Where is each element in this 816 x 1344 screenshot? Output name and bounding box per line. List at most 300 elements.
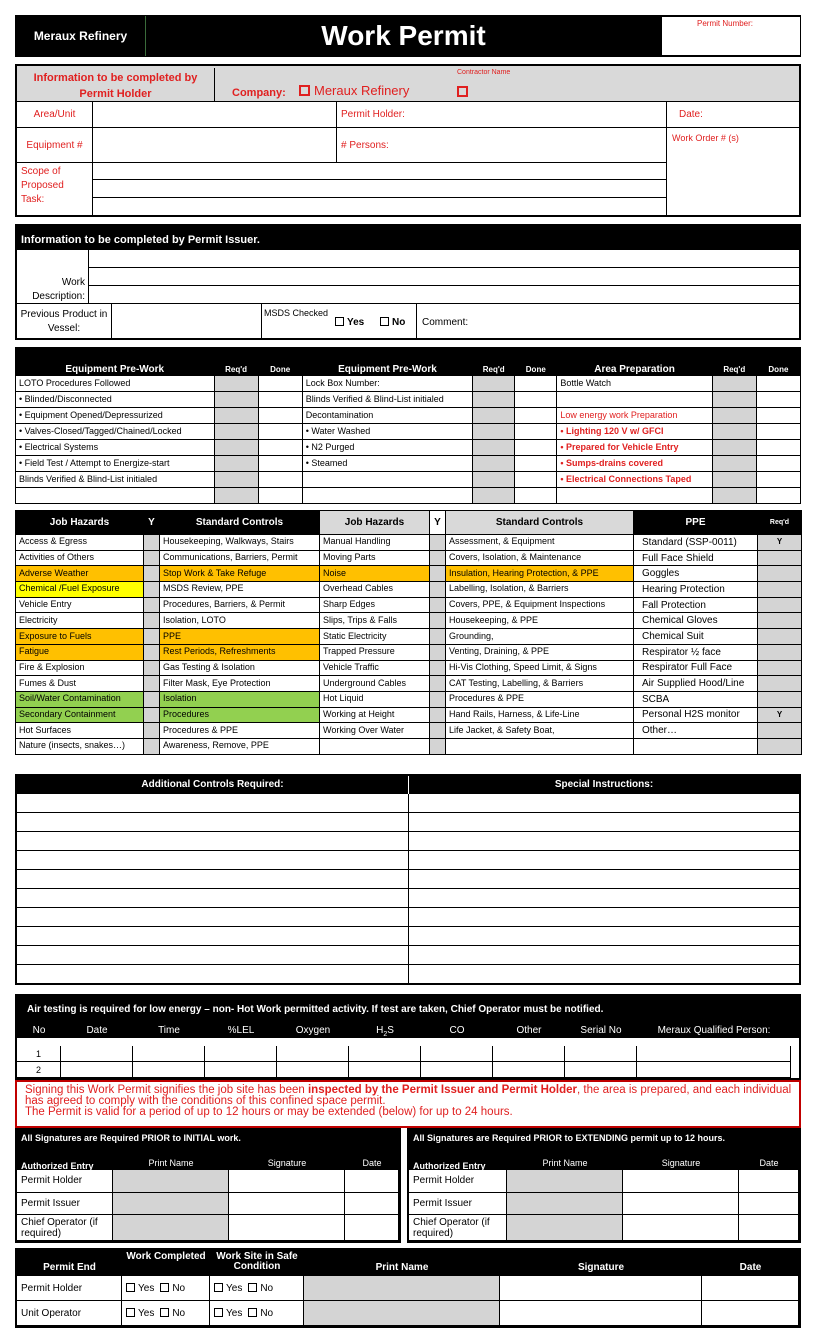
prework-item: Blinds Verified & Blind-List initialed bbox=[16, 472, 215, 488]
control-label: Procedures & PPE bbox=[160, 723, 320, 739]
control-label: Procedures, Barriers, & Permit bbox=[160, 597, 320, 613]
additional-controls-line[interactable] bbox=[17, 965, 409, 984]
signature-title: All Signatures are Required PRIOR to EXTENDING permit up to 12 hours. bbox=[409, 1130, 799, 1148]
additional-controls-line[interactable] bbox=[17, 794, 409, 813]
hazard-y-checkbox[interactable] bbox=[144, 738, 160, 754]
scope-line[interactable] bbox=[93, 180, 667, 198]
hazard-y-checkbox[interactable] bbox=[144, 723, 160, 739]
company-option[interactable]: Meraux Refinery bbox=[299, 83, 409, 98]
additional-controls-title: Additional Controls Required: bbox=[17, 776, 409, 794]
air-cell[interactable] bbox=[133, 1046, 205, 1062]
ppe-reqd-checkbox[interactable] bbox=[758, 582, 802, 598]
air-cell[interactable] bbox=[637, 1062, 791, 1078]
prework-col2-title: Equipment Pre-Work bbox=[302, 348, 472, 376]
date-field[interactable] bbox=[345, 1170, 399, 1193]
signature-field[interactable] bbox=[623, 1193, 739, 1215]
print-name-field[interactable] bbox=[304, 1276, 500, 1301]
air-testing-heading: Air testing is required for low energy – non- Hot Work permitted activity. If test are taken, Chief Operator must be notified. bbox=[27, 1004, 604, 1015]
air-cell[interactable] bbox=[349, 1062, 421, 1078]
permit-end-col-header: Signature bbox=[500, 1250, 702, 1276]
signature-row-label: Chief Operator (if required) bbox=[409, 1215, 507, 1241]
reqd-checkbox[interactable] bbox=[214, 488, 258, 504]
permit-number-label: Permit Number: bbox=[697, 19, 754, 28]
signature-col-header: Signature bbox=[623, 1148, 739, 1170]
date-field[interactable] bbox=[702, 1301, 799, 1326]
hazard-y-checkbox[interactable] bbox=[430, 691, 446, 707]
permit-end-row-label: Permit Holder bbox=[17, 1276, 122, 1301]
work-description-line[interactable] bbox=[89, 286, 799, 304]
issuer-section bbox=[15, 224, 801, 340]
air-col-header: Other bbox=[516, 1025, 542, 1036]
hazard-label: Fumes & Dust bbox=[16, 676, 144, 692]
done-header: Done bbox=[756, 348, 800, 376]
reqd-header: Req'd bbox=[712, 348, 756, 376]
print-name-field[interactable] bbox=[113, 1193, 229, 1215]
control-label bbox=[446, 738, 634, 754]
print-name-field[interactable] bbox=[304, 1301, 500, 1326]
air-col-header: Meraux Qualified Person: bbox=[657, 1025, 771, 1036]
done-checkbox[interactable] bbox=[258, 376, 302, 392]
air-col-header: %LEL bbox=[227, 1025, 255, 1036]
additional-controls-line[interactable] bbox=[17, 927, 409, 946]
date-field[interactable] bbox=[345, 1193, 399, 1215]
hazard-y-checkbox[interactable] bbox=[144, 660, 160, 676]
permit-holder-field[interactable]: Permit Holder: bbox=[337, 102, 667, 128]
contractor-name-label: Contractor Name bbox=[457, 69, 511, 76]
ppe-reqd-checkbox[interactable] bbox=[758, 660, 802, 676]
signature-title: All Signatures are Required PRIOR to INITIAL work. bbox=[17, 1130, 399, 1148]
done-checkbox[interactable] bbox=[258, 488, 302, 504]
header-bar bbox=[15, 15, 801, 57]
prework-item: • Electrical Connections Taped bbox=[557, 472, 712, 488]
work-description-line[interactable] bbox=[89, 268, 799, 286]
hazard-y-checkbox[interactable] bbox=[430, 660, 446, 676]
yes-checkbox[interactable]: Yes bbox=[126, 1308, 154, 1319]
prework-item: LOTO Procedures Followed bbox=[16, 376, 215, 392]
additional-controls-line[interactable] bbox=[17, 813, 409, 832]
hazard-y-checkbox[interactable] bbox=[144, 644, 160, 660]
signature-row-label: Permit Issuer bbox=[17, 1193, 113, 1215]
header-company: Meraux Refinery bbox=[16, 16, 146, 56]
done-checkbox[interactable] bbox=[515, 456, 557, 472]
prework-item bbox=[302, 472, 472, 488]
prework-item: • Electrical Systems bbox=[16, 440, 215, 456]
ppe-reqd-checkbox[interactable] bbox=[758, 613, 802, 629]
print-name-field[interactable] bbox=[507, 1170, 623, 1193]
air-cell[interactable] bbox=[493, 1062, 565, 1078]
reqd-checkbox[interactable] bbox=[214, 376, 258, 392]
ppe-item: Standard (SSP-0011) bbox=[634, 535, 758, 551]
done-checkbox[interactable] bbox=[756, 456, 800, 472]
air-cell[interactable] bbox=[565, 1062, 637, 1078]
checkbox-icon[interactable] bbox=[248, 1308, 257, 1317]
no-checkbox[interactable]: No bbox=[248, 1308, 273, 1319]
equipment-label: Equipment # bbox=[17, 128, 93, 163]
ppe-reqd-checkbox[interactable] bbox=[758, 676, 802, 692]
prework-item: Decontamination bbox=[302, 408, 472, 424]
hazard-label: Soil/Water Contamination bbox=[16, 691, 144, 707]
special-instructions-line[interactable] bbox=[409, 870, 799, 889]
done-checkbox[interactable] bbox=[258, 424, 302, 440]
air-cell[interactable] bbox=[277, 1046, 349, 1062]
hazard-y-checkbox[interactable] bbox=[144, 613, 160, 629]
previous-product-label: Previous Product in Vessel: bbox=[17, 304, 112, 338]
hazard-y-checkbox[interactable] bbox=[430, 676, 446, 692]
reqd-checkbox[interactable] bbox=[712, 408, 756, 424]
contractor-option[interactable] bbox=[457, 83, 472, 101]
reqd-checkbox[interactable] bbox=[214, 440, 258, 456]
control-label: Assessment, & Equipment bbox=[446, 535, 634, 551]
reqd-checkbox[interactable] bbox=[712, 424, 756, 440]
done-header: Done bbox=[258, 348, 302, 376]
signature-col-header: Authorized Entry bbox=[409, 1148, 507, 1170]
hazard-y-checkbox[interactable] bbox=[430, 738, 446, 754]
checkbox-icon[interactable] bbox=[214, 1308, 223, 1317]
work-order-field[interactable]: Work Order # (s) bbox=[672, 133, 739, 143]
prework-item: • Field Test / Attempt to Energize-start bbox=[16, 456, 215, 472]
ppe-reqd-checkbox[interactable] bbox=[758, 550, 802, 566]
prework-item: • Prepared for Vehicle Entry bbox=[557, 440, 712, 456]
done-checkbox[interactable] bbox=[756, 376, 800, 392]
holder-section bbox=[15, 64, 801, 217]
hazard-y-checkbox[interactable] bbox=[430, 550, 446, 566]
reqd-checkbox[interactable] bbox=[214, 392, 258, 408]
hazard-y-checkbox[interactable] bbox=[430, 613, 446, 629]
ppe-header: PPE bbox=[634, 511, 758, 535]
prework-item: • N2 Purged bbox=[302, 440, 472, 456]
hazard-y-checkbox[interactable] bbox=[430, 723, 446, 739]
reqd-checkbox[interactable] bbox=[712, 456, 756, 472]
control-label: Isolation, LOTO bbox=[160, 613, 320, 629]
yes-no-group[interactable] bbox=[122, 1301, 210, 1326]
checkbox-icon[interactable] bbox=[299, 85, 310, 96]
equipment-field[interactable] bbox=[93, 128, 337, 163]
special-instructions-line[interactable] bbox=[409, 832, 799, 851]
reqd-checkbox[interactable] bbox=[473, 440, 515, 456]
ppe-reqd-checkbox[interactable]: Y bbox=[758, 535, 802, 551]
print-name-field[interactable] bbox=[507, 1215, 623, 1241]
checkbox-icon[interactable] bbox=[380, 317, 389, 326]
done-checkbox[interactable] bbox=[756, 488, 800, 504]
yes-no-group[interactable] bbox=[210, 1276, 304, 1301]
no-checkbox[interactable]: No bbox=[160, 1283, 185, 1294]
air-cell[interactable] bbox=[61, 1046, 133, 1062]
reqd-checkbox[interactable] bbox=[473, 376, 515, 392]
hazard-y-checkbox[interactable] bbox=[144, 597, 160, 613]
hazard-y-checkbox[interactable] bbox=[430, 582, 446, 598]
reqd-header: Req'd bbox=[473, 348, 515, 376]
date-field[interactable] bbox=[345, 1215, 399, 1241]
ppe-item bbox=[634, 738, 758, 754]
done-checkbox[interactable] bbox=[515, 440, 557, 456]
signature-col-header: Date bbox=[345, 1148, 399, 1170]
initial-signatures bbox=[15, 1128, 401, 1243]
ppe-reqd-checkbox[interactable] bbox=[758, 691, 802, 707]
done-checkbox[interactable] bbox=[515, 408, 557, 424]
control-label: Life Jacket, & Safety Boat, bbox=[446, 723, 634, 739]
hazard-label: Access & Egress bbox=[16, 535, 144, 551]
done-checkbox[interactable] bbox=[515, 376, 557, 392]
prework-item: • Lighting 120 V w/ GFCI bbox=[557, 424, 712, 440]
air-cell[interactable] bbox=[349, 1046, 421, 1062]
prework-item: Low energy work Preparation bbox=[557, 408, 712, 424]
hazard-label: Working at Height bbox=[320, 707, 430, 723]
ppe-reqd-checkbox[interactable] bbox=[758, 629, 802, 645]
permit-number-field[interactable] bbox=[661, 16, 801, 56]
hazard-label: Static Electricity bbox=[320, 629, 430, 645]
control-label: CAT Testing, Labelling, & Barriers bbox=[446, 676, 634, 692]
hazard-y-checkbox[interactable] bbox=[144, 582, 160, 598]
done-checkbox[interactable] bbox=[515, 472, 557, 488]
hazard-y-checkbox[interactable] bbox=[430, 535, 446, 551]
air-col-header: Time bbox=[158, 1025, 180, 1036]
reqd-checkbox[interactable] bbox=[712, 392, 756, 408]
reqd-checkbox[interactable] bbox=[473, 408, 515, 424]
permit-end-col-header: Work Completed bbox=[122, 1250, 210, 1276]
done-checkbox[interactable] bbox=[258, 440, 302, 456]
permit-end-col-header: Work Site in Safe Condition bbox=[210, 1250, 304, 1276]
control-label: Awareness, Remove, PPE bbox=[160, 738, 320, 754]
ppe-item: Air Supplied Hood/Line bbox=[634, 676, 758, 692]
air-cell[interactable] bbox=[565, 1046, 637, 1062]
reqd-checkbox[interactable] bbox=[473, 488, 515, 504]
special-instructions-line[interactable] bbox=[409, 908, 799, 927]
hazard-y-checkbox[interactable] bbox=[144, 691, 160, 707]
no-checkbox[interactable]: No bbox=[248, 1283, 273, 1294]
holder-heading: Information to be completed by Permit Holder bbox=[17, 68, 215, 102]
air-col-header: CO bbox=[449, 1025, 465, 1036]
additional-controls-line[interactable] bbox=[17, 889, 409, 908]
signature-field[interactable] bbox=[229, 1215, 345, 1241]
hazard-label: Fire & Explosion bbox=[16, 660, 144, 676]
reqd-checkbox[interactable] bbox=[214, 424, 258, 440]
date-field[interactable]: Date: bbox=[667, 102, 799, 128]
hazard-y-checkbox[interactable] bbox=[144, 707, 160, 723]
additional-controls-line[interactable] bbox=[17, 851, 409, 870]
special-instructions-line[interactable] bbox=[409, 813, 799, 832]
special-instructions-line[interactable] bbox=[409, 965, 799, 984]
checkbox-icon[interactable] bbox=[457, 86, 468, 97]
checkbox-icon[interactable] bbox=[126, 1308, 135, 1317]
work-description-label: Work Description: bbox=[17, 250, 89, 304]
done-checkbox[interactable] bbox=[756, 440, 800, 456]
air-cell[interactable] bbox=[421, 1062, 493, 1078]
checkbox-icon[interactable] bbox=[126, 1283, 135, 1292]
signature-col-header: Authorized Entry bbox=[17, 1148, 113, 1170]
ppe-item: Hearing Protection bbox=[634, 582, 758, 598]
y-header: Y bbox=[144, 511, 160, 535]
yes-checkbox[interactable]: Yes bbox=[214, 1283, 242, 1294]
done-checkbox[interactable] bbox=[756, 424, 800, 440]
checkbox-icon[interactable] bbox=[160, 1308, 169, 1317]
done-checkbox[interactable] bbox=[258, 472, 302, 488]
issuer-heading: Information to be completed by Permit Issuer. bbox=[17, 226, 799, 250]
hazard-label: Moving Parts bbox=[320, 550, 430, 566]
ppe-item: SCBA bbox=[634, 691, 758, 707]
prework-col1-title: Equipment Pre-Work bbox=[16, 348, 215, 376]
ppe-reqd-checkbox[interactable] bbox=[758, 723, 802, 739]
prework-item: • Sumps-drains covered bbox=[557, 456, 712, 472]
hazard-label: Secondary Containment bbox=[16, 707, 144, 723]
hazard-y-checkbox[interactable] bbox=[430, 707, 446, 723]
special-instructions-line[interactable] bbox=[409, 946, 799, 965]
yes-no-group[interactable] bbox=[122, 1276, 210, 1301]
reqd-checkbox[interactable] bbox=[712, 440, 756, 456]
signature-field[interactable] bbox=[623, 1170, 739, 1193]
reqd-checkbox[interactable] bbox=[712, 488, 756, 504]
checkbox-icon[interactable] bbox=[160, 1283, 169, 1292]
previous-product-field[interactable] bbox=[112, 304, 262, 338]
signature-field[interactable] bbox=[500, 1276, 702, 1301]
hazard-label: Overhead Cables bbox=[320, 582, 430, 598]
ppe-item: Other… bbox=[634, 723, 758, 739]
special-instructions-line[interactable] bbox=[409, 794, 799, 813]
additional-controls-line[interactable] bbox=[17, 946, 409, 965]
checkbox-icon[interactable] bbox=[214, 1283, 223, 1292]
yes-checkbox[interactable]: Yes bbox=[126, 1283, 154, 1294]
signature-field[interactable] bbox=[229, 1170, 345, 1193]
job-hazards-header: Job Hazards bbox=[320, 511, 430, 535]
additional-controls-line[interactable] bbox=[17, 870, 409, 889]
special-instructions-line[interactable] bbox=[409, 927, 799, 946]
yes-checkbox[interactable]: Yes bbox=[214, 1308, 242, 1319]
air-cell[interactable] bbox=[421, 1046, 493, 1062]
hazard-label: Adverse Weather bbox=[16, 566, 144, 582]
air-cell[interactable] bbox=[205, 1062, 277, 1078]
date-field[interactable] bbox=[702, 1276, 799, 1301]
hazard-y-checkbox[interactable] bbox=[430, 629, 446, 645]
comment-field[interactable]: Comment: bbox=[416, 304, 799, 338]
prework-item bbox=[16, 488, 215, 504]
persons-field[interactable]: # Persons: bbox=[337, 128, 667, 163]
msds-no-checkbox[interactable]: No bbox=[380, 317, 405, 328]
signature-field[interactable] bbox=[500, 1301, 702, 1326]
standard-controls-header: Standard Controls bbox=[160, 511, 320, 535]
air-row-number: 1 bbox=[17, 1046, 61, 1062]
area-field[interactable] bbox=[93, 102, 337, 128]
yes-no-group[interactable] bbox=[210, 1301, 304, 1326]
signature-field[interactable] bbox=[229, 1193, 345, 1215]
done-checkbox[interactable] bbox=[756, 408, 800, 424]
reqd-checkbox[interactable] bbox=[712, 472, 756, 488]
special-instructions-line[interactable] bbox=[409, 851, 799, 870]
work-description-line[interactable] bbox=[89, 250, 799, 268]
air-cell[interactable] bbox=[133, 1062, 205, 1078]
reqd-checkbox[interactable] bbox=[214, 472, 258, 488]
air-cell[interactable] bbox=[277, 1062, 349, 1078]
print-name-field[interactable] bbox=[113, 1170, 229, 1193]
ppe-reqd-checkbox[interactable] bbox=[758, 644, 802, 660]
reqd-checkbox[interactable] bbox=[473, 392, 515, 408]
hazard-y-checkbox[interactable] bbox=[144, 629, 160, 645]
reqd-checkbox[interactable] bbox=[214, 408, 258, 424]
control-label: Procedures bbox=[160, 707, 320, 723]
control-label: Isolation bbox=[160, 691, 320, 707]
hazard-label: Chemical /Fuel Exposure bbox=[16, 582, 144, 598]
done-checkbox[interactable] bbox=[515, 488, 557, 504]
prework-item bbox=[557, 488, 712, 504]
ppe-reqd-checkbox[interactable] bbox=[758, 597, 802, 613]
reqd-checkbox[interactable] bbox=[214, 456, 258, 472]
no-checkbox[interactable]: No bbox=[160, 1308, 185, 1319]
signature-field[interactable] bbox=[623, 1215, 739, 1241]
ppe-reqd-checkbox[interactable] bbox=[758, 738, 802, 754]
done-checkbox[interactable] bbox=[756, 392, 800, 408]
done-checkbox[interactable] bbox=[258, 456, 302, 472]
done-checkbox[interactable] bbox=[515, 392, 557, 408]
prework-item bbox=[557, 392, 712, 408]
done-checkbox[interactable] bbox=[515, 424, 557, 440]
scope-line[interactable] bbox=[93, 198, 667, 215]
control-label: Grounding, bbox=[446, 629, 634, 645]
done-checkbox[interactable] bbox=[258, 408, 302, 424]
page-title: Work Permit bbox=[321, 20, 486, 51]
scope-line[interactable] bbox=[93, 163, 667, 180]
air-cell[interactable] bbox=[205, 1046, 277, 1062]
hazards-table bbox=[15, 510, 802, 755]
checkbox-icon[interactable] bbox=[248, 1283, 257, 1292]
reqd-checkbox[interactable] bbox=[473, 472, 515, 488]
hazard-y-checkbox[interactable] bbox=[144, 566, 160, 582]
done-checkbox[interactable] bbox=[258, 392, 302, 408]
hazard-y-checkbox[interactable] bbox=[430, 566, 446, 582]
control-label: Housekeeping, & PPE bbox=[446, 613, 634, 629]
air-cell[interactable] bbox=[637, 1046, 791, 1062]
ppe-reqd-checkbox[interactable]: Y bbox=[758, 707, 802, 723]
signature-row-label: Permit Issuer bbox=[409, 1193, 507, 1215]
hazard-label: Noise bbox=[320, 566, 430, 582]
done-checkbox[interactable] bbox=[756, 472, 800, 488]
hazard-y-checkbox[interactable] bbox=[430, 644, 446, 660]
signature-col-header: Print Name bbox=[507, 1148, 623, 1170]
prework-item: • Water Washed bbox=[302, 424, 472, 440]
print-name-field[interactable] bbox=[507, 1193, 623, 1215]
reqd-checkbox[interactable] bbox=[473, 424, 515, 440]
control-label: Communications, Barriers, Permit bbox=[160, 550, 320, 566]
hazard-y-checkbox[interactable] bbox=[144, 676, 160, 692]
reqd-checkbox[interactable] bbox=[712, 376, 756, 392]
hazard-y-checkbox[interactable] bbox=[144, 535, 160, 551]
date-field[interactable] bbox=[739, 1193, 799, 1215]
permit-end-col-header: Permit End bbox=[17, 1250, 122, 1276]
additional-controls-line[interactable] bbox=[17, 832, 409, 851]
ppe-reqd-checkbox[interactable] bbox=[758, 566, 802, 582]
air-cell[interactable] bbox=[61, 1062, 133, 1078]
air-cell[interactable] bbox=[493, 1046, 565, 1062]
additional-controls-line[interactable] bbox=[17, 908, 409, 927]
reqd-checkbox[interactable] bbox=[473, 456, 515, 472]
air-col-header: Date bbox=[86, 1025, 108, 1036]
prework-col3-title: Area Preparation bbox=[557, 348, 712, 376]
hazard-label: Working Over Water bbox=[320, 723, 430, 739]
hazard-label bbox=[320, 738, 430, 754]
special-instructions-line[interactable] bbox=[409, 889, 799, 908]
ppe-item: Goggles bbox=[634, 566, 758, 582]
control-label: Labelling, Isolation, & Barriers bbox=[446, 582, 634, 598]
msds-yes-checkbox[interactable]: Yes bbox=[335, 317, 364, 328]
ppe-item: Chemical Suit bbox=[634, 629, 758, 645]
extension-signatures bbox=[407, 1128, 801, 1243]
prework-item: • Blinded/Disconnected bbox=[16, 392, 215, 408]
date-field[interactable] bbox=[739, 1170, 799, 1193]
date-field[interactable] bbox=[739, 1215, 799, 1241]
checkbox-icon[interactable] bbox=[335, 317, 344, 326]
hazard-y-checkbox[interactable] bbox=[430, 597, 446, 613]
print-name-field[interactable] bbox=[113, 1215, 229, 1241]
control-label: Venting, Draining, & PPE bbox=[446, 644, 634, 660]
hazard-y-checkbox[interactable] bbox=[144, 550, 160, 566]
control-label: Gas Testing & Isolation bbox=[160, 660, 320, 676]
